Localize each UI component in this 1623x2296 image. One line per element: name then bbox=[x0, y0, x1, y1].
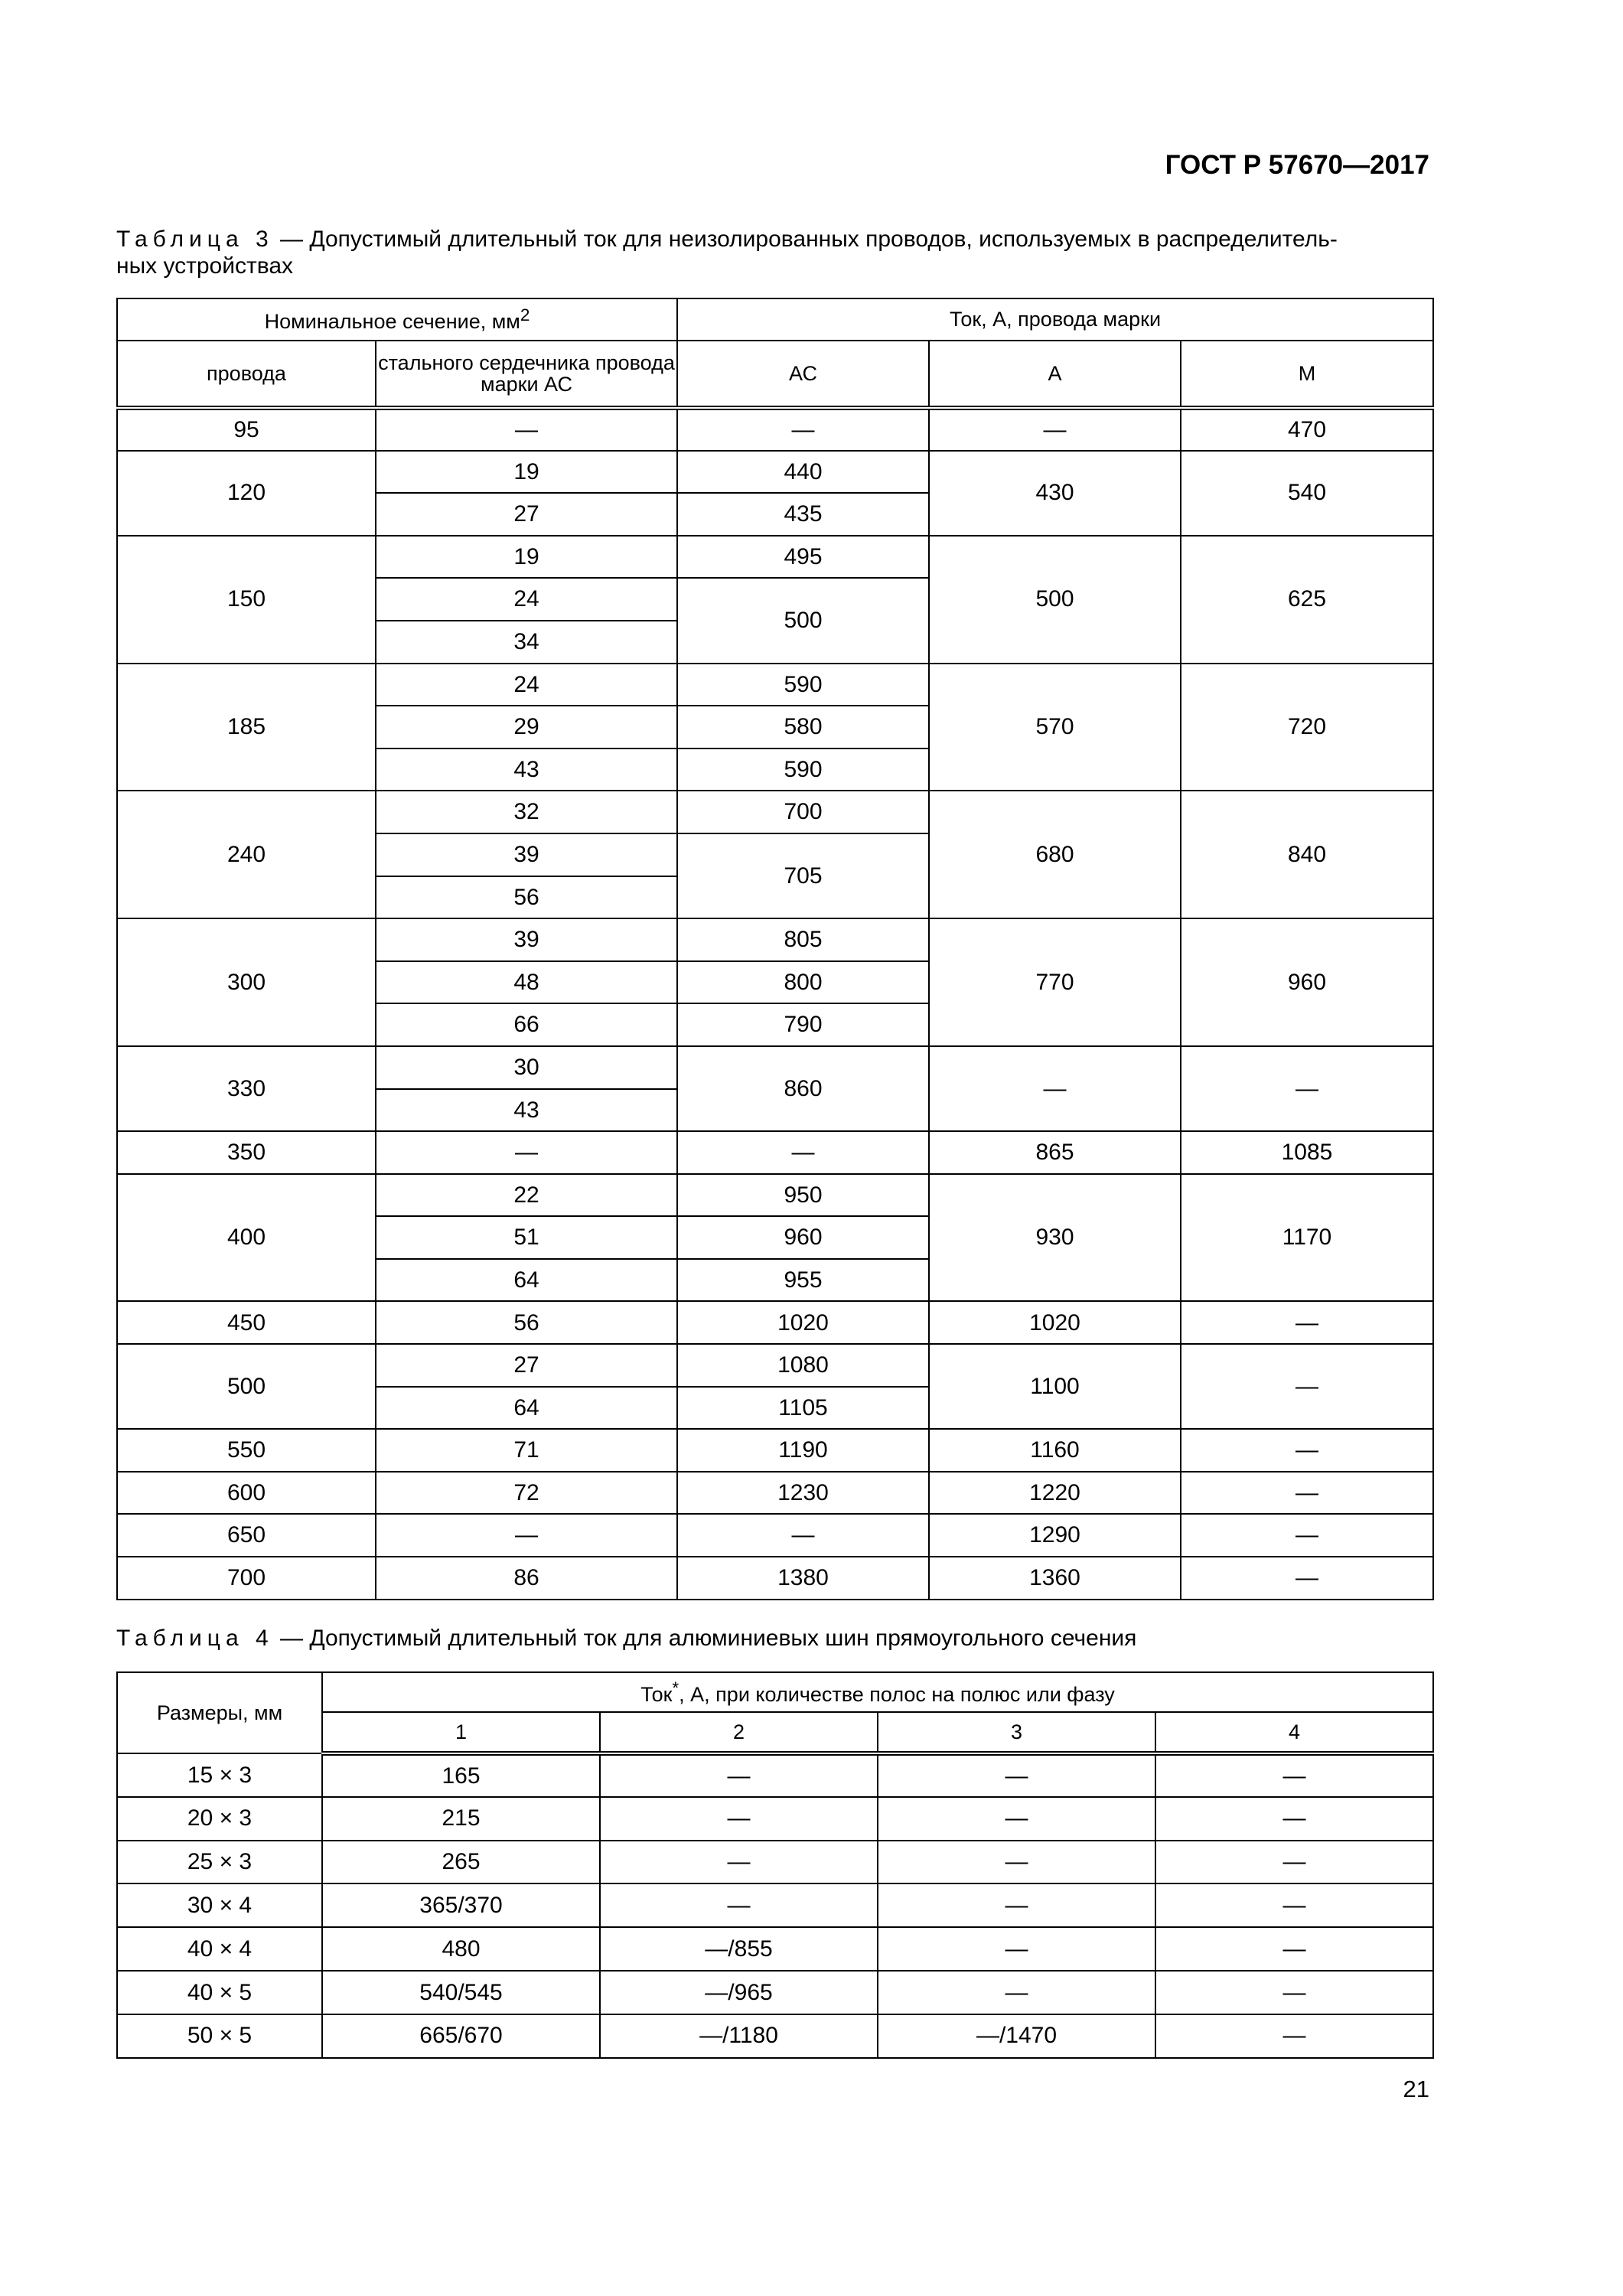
cell: 1290 bbox=[929, 1514, 1181, 1557]
cell: 860 bbox=[677, 1046, 929, 1131]
cell: — bbox=[878, 1927, 1155, 1971]
cell: — bbox=[1181, 1046, 1433, 1131]
cell: — bbox=[376, 1131, 677, 1174]
cell: 1105 bbox=[677, 1387, 929, 1430]
header-current: Ток, А, провода марки bbox=[677, 298, 1433, 341]
cell: —/1470 bbox=[878, 2014, 1155, 2058]
cell: 1080 bbox=[677, 1344, 929, 1387]
cell: — bbox=[1155, 1971, 1433, 2014]
cell: 51 bbox=[376, 1216, 677, 1259]
table-row bbox=[117, 1472, 1433, 1515]
cell: 1360 bbox=[929, 1557, 1181, 1600]
header-ac: АС bbox=[677, 341, 929, 408]
cell: — bbox=[600, 1883, 878, 1927]
cell: 480 bbox=[322, 1927, 600, 1971]
cell: 500 bbox=[677, 578, 929, 663]
header-a: А bbox=[929, 341, 1181, 408]
table-row bbox=[117, 664, 1433, 706]
cell: — bbox=[878, 1883, 1155, 1927]
cell: 34 bbox=[376, 621, 677, 664]
cell: — bbox=[1155, 1797, 1433, 1841]
cell: 435 bbox=[677, 493, 929, 536]
cell: — bbox=[878, 1841, 1155, 1884]
cell: 330 bbox=[117, 1046, 376, 1131]
header-strips-2: 2 bbox=[600, 1712, 878, 1753]
cell: 72 bbox=[376, 1472, 677, 1515]
cell: — bbox=[600, 1797, 878, 1841]
table-row bbox=[117, 536, 1433, 579]
cell: 805 bbox=[677, 918, 929, 961]
cell: — bbox=[1155, 1753, 1433, 1797]
cell: 495 bbox=[677, 536, 929, 579]
cell: — bbox=[376, 1514, 677, 1557]
cell: 64 bbox=[376, 1387, 677, 1430]
table-row bbox=[117, 1971, 1433, 2014]
cell: 43 bbox=[376, 748, 677, 791]
cell: — bbox=[1181, 1514, 1433, 1557]
cell: — bbox=[1181, 1301, 1433, 1344]
cell: 15 × 3 bbox=[117, 1753, 322, 1797]
cell: — bbox=[1155, 1841, 1433, 1884]
cell: 50 × 5 bbox=[117, 2014, 322, 2058]
cell: 165 bbox=[322, 1753, 600, 1797]
table-row bbox=[117, 1883, 1433, 1927]
cell: 48 bbox=[376, 961, 677, 1004]
cell: 590 bbox=[677, 664, 929, 706]
cell: — bbox=[1155, 2014, 1433, 2058]
cell: 240 bbox=[117, 791, 376, 918]
table4-caption bbox=[116, 1625, 1432, 1652]
cell: 580 bbox=[677, 706, 929, 748]
cell: — bbox=[1181, 1472, 1433, 1515]
table3-caption bbox=[116, 226, 1432, 279]
cell: —/855 bbox=[600, 1927, 878, 1971]
cell: 120 bbox=[117, 451, 376, 536]
cell: 22 bbox=[376, 1174, 677, 1217]
cell: 19 bbox=[376, 451, 677, 494]
cell: 215 bbox=[322, 1797, 600, 1841]
cell: 27 bbox=[376, 1344, 677, 1387]
cell: 600 bbox=[117, 1472, 376, 1515]
table3-caption-label: Таблица 3 bbox=[116, 227, 274, 252]
table-row bbox=[117, 451, 1433, 494]
cell: 500 bbox=[929, 536, 1181, 664]
header-strips-4: 4 bbox=[1155, 1712, 1433, 1753]
table3-caption-text-2: ных устройствах bbox=[116, 253, 294, 279]
table-row bbox=[117, 791, 1433, 833]
table-row bbox=[117, 1344, 1433, 1387]
table-row bbox=[117, 1797, 1433, 1841]
table-row bbox=[117, 408, 1433, 451]
table-row bbox=[117, 1927, 1433, 1971]
cell: 56 bbox=[376, 1301, 677, 1344]
table3 bbox=[116, 298, 1434, 1600]
cell: — bbox=[1155, 1927, 1433, 1971]
cell: 64 bbox=[376, 1259, 677, 1302]
cell: 1020 bbox=[929, 1301, 1181, 1344]
cell: 665/670 bbox=[322, 2014, 600, 2058]
page-number: 21 bbox=[1403, 2076, 1429, 2102]
cell: 19 bbox=[376, 536, 677, 579]
cell: 300 bbox=[117, 918, 376, 1046]
cell: 24 bbox=[376, 578, 677, 621]
cell: 800 bbox=[677, 961, 929, 1004]
cell: 27 bbox=[376, 493, 677, 536]
cell: — bbox=[1181, 1429, 1433, 1472]
table-row bbox=[117, 1174, 1433, 1217]
cell: 430 bbox=[929, 451, 1181, 536]
cell: 400 bbox=[117, 1174, 376, 1302]
cell: 39 bbox=[376, 833, 677, 876]
cell: 185 bbox=[117, 664, 376, 791]
cell: 1190 bbox=[677, 1429, 929, 1472]
table-row bbox=[117, 1131, 1433, 1174]
cell: 865 bbox=[929, 1131, 1181, 1174]
cell: 700 bbox=[117, 1557, 376, 1600]
table3-caption-text: — Допустимый длительный ток для неизолированных проводов, используемых в распределитель- bbox=[273, 227, 1338, 252]
header-wire: провода bbox=[117, 341, 376, 408]
cell: — bbox=[878, 1971, 1155, 2014]
table-row bbox=[117, 1046, 1433, 1089]
cell: 30 bbox=[376, 1046, 677, 1089]
header-size: Размеры, мм bbox=[117, 1672, 322, 1753]
cell: 770 bbox=[929, 918, 1181, 1046]
header-core: стального сердечника провода марки АС bbox=[376, 341, 677, 408]
cell: 350 bbox=[117, 1131, 376, 1174]
cell: 700 bbox=[677, 791, 929, 833]
cell: 960 bbox=[677, 1216, 929, 1259]
cell: 39 bbox=[376, 918, 677, 961]
cell: 56 bbox=[376, 876, 677, 919]
cell: — bbox=[1155, 1883, 1433, 1927]
cell: 150 bbox=[117, 536, 376, 664]
cell: 570 bbox=[929, 664, 1181, 791]
cell: 32 bbox=[376, 791, 677, 833]
cell: — bbox=[929, 1046, 1181, 1131]
cell: 66 bbox=[376, 1003, 677, 1046]
cell: 1160 bbox=[929, 1429, 1181, 1472]
cell: — bbox=[929, 408, 1181, 451]
document-id: ГОСТ Р 57670—2017 bbox=[1165, 150, 1429, 180]
cell: 955 bbox=[677, 1259, 929, 1302]
table-row bbox=[117, 2014, 1433, 2058]
cell: 1170 bbox=[1181, 1174, 1433, 1302]
cell: 790 bbox=[677, 1003, 929, 1046]
cell: 71 bbox=[376, 1429, 677, 1472]
header-strips-3: 3 bbox=[878, 1712, 1155, 1753]
cell: 40 × 5 bbox=[117, 1971, 322, 2014]
table-row bbox=[117, 1514, 1433, 1557]
header-current: Ток*, А, при количестве полос на полюс или фазу bbox=[322, 1672, 1433, 1712]
cell: 1100 bbox=[929, 1344, 1181, 1429]
cell: — bbox=[878, 1797, 1155, 1841]
cell: — bbox=[376, 408, 677, 451]
cell: — bbox=[677, 1514, 929, 1557]
cell: 720 bbox=[1181, 664, 1433, 791]
cell: 1380 bbox=[677, 1557, 929, 1600]
header-section: Номинальное сечение, $мм^2$ bbox=[117, 298, 677, 341]
cell: 1085 bbox=[1181, 1131, 1433, 1174]
cell: — bbox=[600, 1841, 878, 1884]
header-m: М bbox=[1181, 341, 1433, 408]
cell: 500 bbox=[117, 1344, 376, 1429]
cell: 625 bbox=[1181, 536, 1433, 664]
table-row bbox=[117, 1557, 1433, 1600]
cell: — bbox=[677, 1131, 929, 1174]
cell: 40 × 4 bbox=[117, 1927, 322, 1971]
table4 bbox=[116, 1671, 1434, 2059]
cell: —/1180 bbox=[600, 2014, 878, 2058]
cell: — bbox=[1181, 1557, 1433, 1600]
cell: — bbox=[600, 1753, 878, 1797]
cell: 1020 bbox=[677, 1301, 929, 1344]
cell: 930 bbox=[929, 1174, 1181, 1302]
cell: 24 bbox=[376, 664, 677, 706]
cell: — bbox=[878, 1753, 1155, 1797]
cell: 680 bbox=[929, 791, 1181, 918]
cell: 540 bbox=[1181, 451, 1433, 536]
cell: 650 bbox=[117, 1514, 376, 1557]
cell: 95 bbox=[117, 408, 376, 451]
cell: 1220 bbox=[929, 1472, 1181, 1515]
cell: 450 bbox=[117, 1301, 376, 1344]
cell: 265 bbox=[322, 1841, 600, 1884]
table-row bbox=[117, 1429, 1433, 1472]
cell: 950 bbox=[677, 1174, 929, 1217]
cell: 25 × 3 bbox=[117, 1841, 322, 1884]
cell: 840 bbox=[1181, 791, 1433, 918]
cell: — bbox=[677, 408, 929, 451]
cell: 540/545 bbox=[322, 1971, 600, 2014]
cell: 590 bbox=[677, 748, 929, 791]
cell: 365/370 bbox=[322, 1883, 600, 1927]
cell: —/965 bbox=[600, 1971, 878, 2014]
table-row bbox=[117, 918, 1433, 961]
cell: 705 bbox=[677, 833, 929, 918]
cell: 550 bbox=[117, 1429, 376, 1472]
cell: 960 bbox=[1181, 918, 1433, 1046]
table4-caption-text: — Допустимый длительный ток для алюминиевых шин прямоугольного сечения bbox=[273, 1626, 1137, 1651]
cell: 440 bbox=[677, 451, 929, 494]
cell: 43 bbox=[376, 1089, 677, 1132]
table-row bbox=[117, 1753, 1433, 1797]
table4-caption-label: Таблица 4 bbox=[116, 1626, 274, 1651]
cell: 86 bbox=[376, 1557, 677, 1600]
cell: 20 × 3 bbox=[117, 1797, 322, 1841]
table-row bbox=[117, 1841, 1433, 1884]
header-strips-1: 1 bbox=[322, 1712, 600, 1753]
table-row bbox=[117, 1301, 1433, 1344]
cell: 29 bbox=[376, 706, 677, 748]
cell: 30 × 4 bbox=[117, 1883, 322, 1927]
cell: — bbox=[1181, 1344, 1433, 1429]
cell: 1230 bbox=[677, 1472, 929, 1515]
cell: 470 bbox=[1181, 408, 1433, 451]
